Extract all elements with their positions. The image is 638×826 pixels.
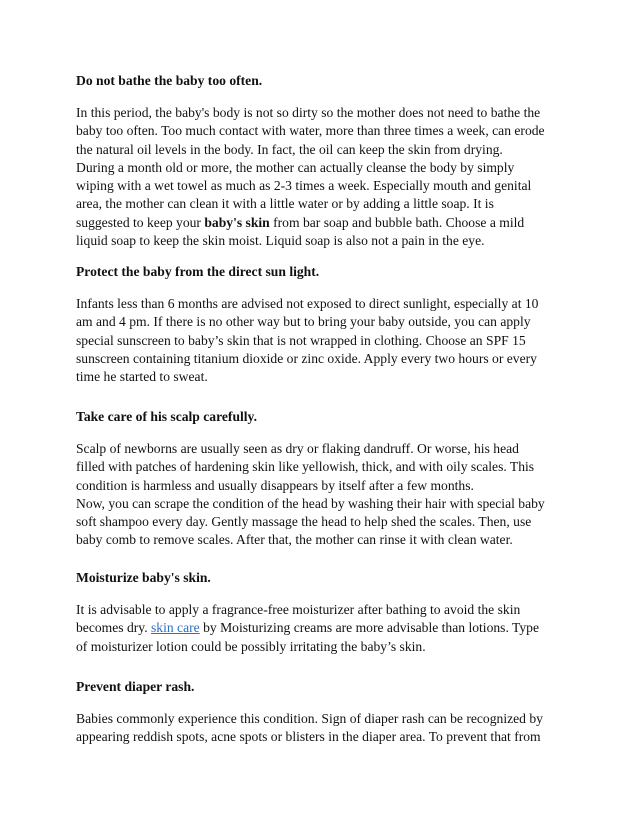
paragraph-line-mixed	[76, 214, 545, 232]
paragraph-line: am and 4 pm. If there is no other way but to bring your baby outside, you can apply	[76, 314, 531, 330]
paragraph-line: special sunscreen to baby’s skin that is not wrapped in clothing. Choose an SPF 15	[76, 332, 526, 348]
paragraph-line: baby comb to remove scales. After that, the mother can rinse it with clean water.	[76, 532, 513, 548]
skin-care-link[interactable]: skin care	[151, 620, 200, 636]
paragraph-line: Babies commonly experience this condition. Sign of diaper rash can be recognized by	[76, 711, 543, 726]
paragraph-line: soft shampoo every day. Gently massage the head to help shed the scales. Then, use	[76, 514, 532, 530]
paragraph-line: sunscreen containing titanium dioxide or zinc oxide. Apply every two hours or every	[76, 350, 537, 366]
paragraph-line: In this period, the baby's body is not so dirty so the mother does not need to bathe the	[76, 105, 541, 120]
section-heading: Take care of his scalp carefully.	[76, 409, 257, 424]
paragraph-line: During a month old or more, the mother can actually cleanse the body by simply	[76, 159, 515, 175]
paragraph-line: liquid soap to keep the skin moist. Liquid soap is also not a pain in the eye.	[76, 233, 485, 249]
paragraph-line-with-link	[76, 619, 539, 637]
section-heading: Protect the baby from the direct sun light.	[76, 264, 320, 279]
section-heading: Prevent diaper rash.	[76, 679, 195, 694]
section-bathing	[76, 72, 576, 249]
paragraph-line: of moisturizer lotion could be possibly irritating the baby’s skin.	[76, 638, 426, 654]
paragraph-line: time he started to sweat.	[76, 369, 208, 385]
text-before-bold: suggested to keep your	[76, 214, 205, 230]
text-after-bold: from bar soap and bubble bath. Choose a mild	[269, 214, 525, 230]
bold-term: baby's skin	[204, 214, 270, 230]
section-paragraph	[76, 710, 543, 747]
paragraph-line: baby too often. Too much contact with water, more than three times a week, can erode	[76, 123, 545, 139]
paragraph-line: the natural oil levels in the body. In fact, the oil can keep the skin from drying.	[76, 141, 503, 157]
section-paragraph	[76, 601, 539, 656]
text-after-link: by Moisturizing creams are more advisable than lotions. Type	[199, 620, 539, 636]
text-before-link: becomes dry.	[76, 620, 151, 636]
section-heading: Moisturize baby's skin.	[76, 570, 211, 585]
paragraph-line: filled with patches of hardening skin like yellowish, thick, and with oily scales. This	[76, 459, 535, 475]
section-sun-protection	[76, 263, 576, 385]
section-heading: Do not bathe the baby too often.	[76, 73, 263, 88]
paragraph-line: area, the mother can clean it with a little water or by adding a little soap. It is	[76, 196, 494, 212]
section-scalp-care	[76, 408, 576, 548]
paragraph-line: appearing reddish spots, acne spots or blisters in the diaper area. To prevent that from	[76, 729, 541, 745]
section-diaper-rash	[76, 678, 576, 745]
paragraph-line: Infants less than 6 months are advised not exposed to direct sunlight, especially at 10	[76, 296, 539, 311]
paragraph-line: Now, you can scrape the condition of the head by washing their hair with special baby	[76, 495, 545, 511]
section-paragraph	[76, 104, 545, 250]
paragraph-line: condition is harmless and usually disappears by itself after a few months.	[76, 477, 474, 493]
section-moisturize	[76, 569, 576, 654]
paragraph-line: It is advisable to apply a fragrance-free moisturizer after bathing to avoid the skin	[76, 602, 521, 617]
section-paragraph	[76, 440, 545, 550]
section-paragraph	[76, 295, 538, 386]
paragraph-line: wiping with a wet towel as much as 2-3 times a week. Especially mouth and genital	[76, 178, 532, 194]
paragraph-line: Scalp of newborns are usually seen as dry or flaking dandruff. Or worse, his head	[76, 441, 519, 456]
